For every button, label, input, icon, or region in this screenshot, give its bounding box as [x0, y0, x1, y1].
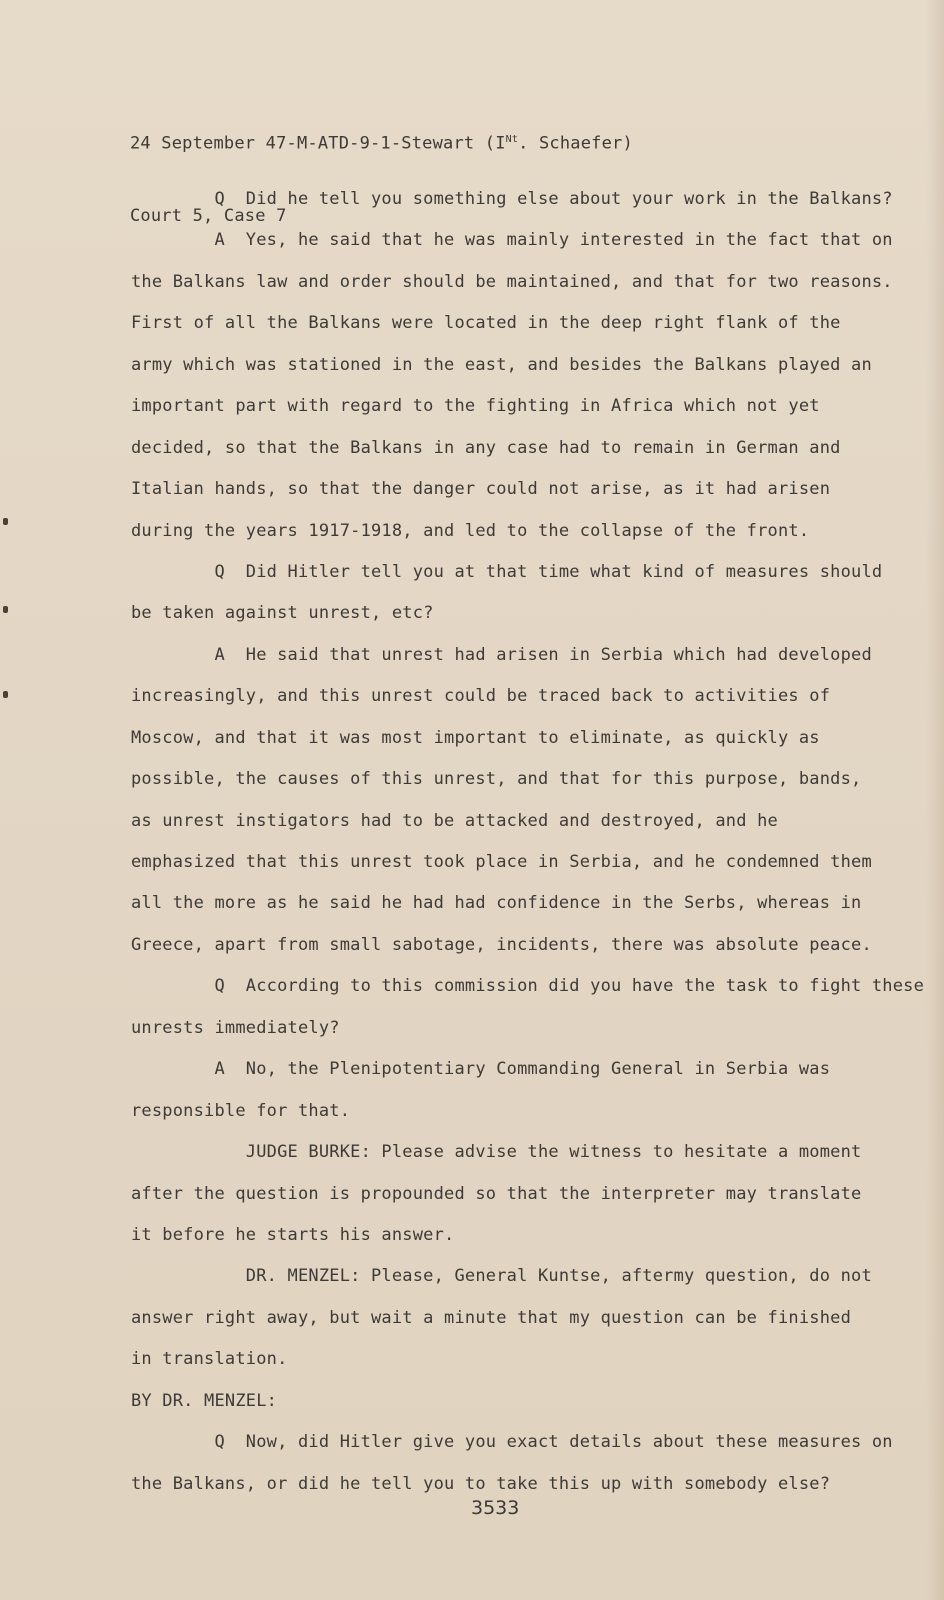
page-edge-shadow: [926, 0, 944, 1600]
transcript-line: the Balkans, or did he tell you to take this up with somebody else?: [131, 1473, 831, 1494]
transcript-body: [131, 179, 925, 1505]
transcript-line: Q According to this commission did you have the task to fight these: [131, 976, 925, 997]
transcript-line: responsible for that.: [131, 1100, 351, 1121]
transcript-line: important part with regard to the fighting in Africa which not yet: [131, 396, 820, 417]
transcript-line: possible, the causes of this unrest, and that for this purpose, bands,: [131, 769, 862, 790]
transcript-line: answer right away, but wait a minute that my question can be finished: [131, 1307, 852, 1328]
transcript-line: Italian hands, so that the danger could not arise, as it had arisen: [131, 479, 831, 500]
transcript-line: A Yes, he said that he was mainly interested in the fact that on: [131, 230, 893, 251]
transcript-line: unrests immediately?: [131, 1017, 340, 1038]
transcript-line: Greece, apart from small sabotage, incidents, there was absolute peace.: [131, 934, 872, 955]
transcript-line: increasingly, and this unrest could be traced back to activities of: [131, 686, 831, 707]
transcript-line: A He said that unrest had arisen in Serbia which had developed: [131, 644, 872, 665]
header-date-suffix: . Schaefer): [518, 133, 633, 154]
transcript-line: all the more as he said he had had confidence in the Serbs, whereas in: [131, 893, 862, 914]
transcript-line: decided, so that the Balkans in any case had to remain in German and: [131, 437, 841, 458]
transcript-line: Moscow, and that it was most important to eliminate, as quickly as: [131, 727, 820, 748]
transcript-line: the Balkans law and order should be maintained, and that for two reasons.: [131, 271, 893, 292]
header-court-line: Court 5, Case 7: [130, 205, 287, 226]
punch-hole-mark: [3, 518, 8, 525]
transcript-line: JUDGE BURKE: Please advise the witness to hesitate a moment: [131, 1142, 862, 1163]
punch-hole-mark: [3, 606, 8, 613]
transcript-line: in translation.: [131, 1349, 288, 1370]
transcript-line: A No, the Plenipotentiary Commanding General in Serbia was: [131, 1059, 831, 1080]
transcript-line: First of all the Balkans were located in the deep right flank of the: [131, 313, 841, 334]
transcript-line: DR. MENZEL: Please, General Kuntse, aftermy question, do not: [131, 1266, 872, 1287]
transcript-line: BY DR. MENZEL:: [131, 1390, 278, 1411]
transcript-line: emphasized that this unrest took place in Serbia, and he condemned them: [131, 852, 872, 872]
transcript-line: be taken against unrest, etc?: [131, 603, 434, 624]
header-date-line: [130, 128, 633, 156]
header-date-prefix: 24 September 47-M-ATD-9-1-Stewart (I: [130, 133, 506, 154]
transcript-line: Q Did Hitler tell you at that time what kind of measures should: [131, 561, 883, 582]
header-superscript: Nt: [505, 134, 519, 145]
transcript-line: Q Now, did Hitler give you exact details about these measures on: [131, 1432, 893, 1453]
transcript-line: it before he starts his answer.: [131, 1224, 455, 1245]
transcript-line: as unrest instigators had to be attacked and destroyed, and he: [131, 810, 778, 831]
transcript-line: army which was stationed in the east, and besides the Balkans played an: [131, 354, 872, 375]
punch-hole-mark: [3, 691, 8, 698]
transcript-line: Q Did he tell you something else about your work in the Balkans?: [131, 189, 893, 209]
page-number: 3533: [471, 1497, 520, 1519]
transcript-line: during the years 1917-1918, and led to the collapse of the front.: [131, 520, 810, 541]
transcript-line: after the question is propounded so that the interpreter may translate: [131, 1183, 862, 1204]
